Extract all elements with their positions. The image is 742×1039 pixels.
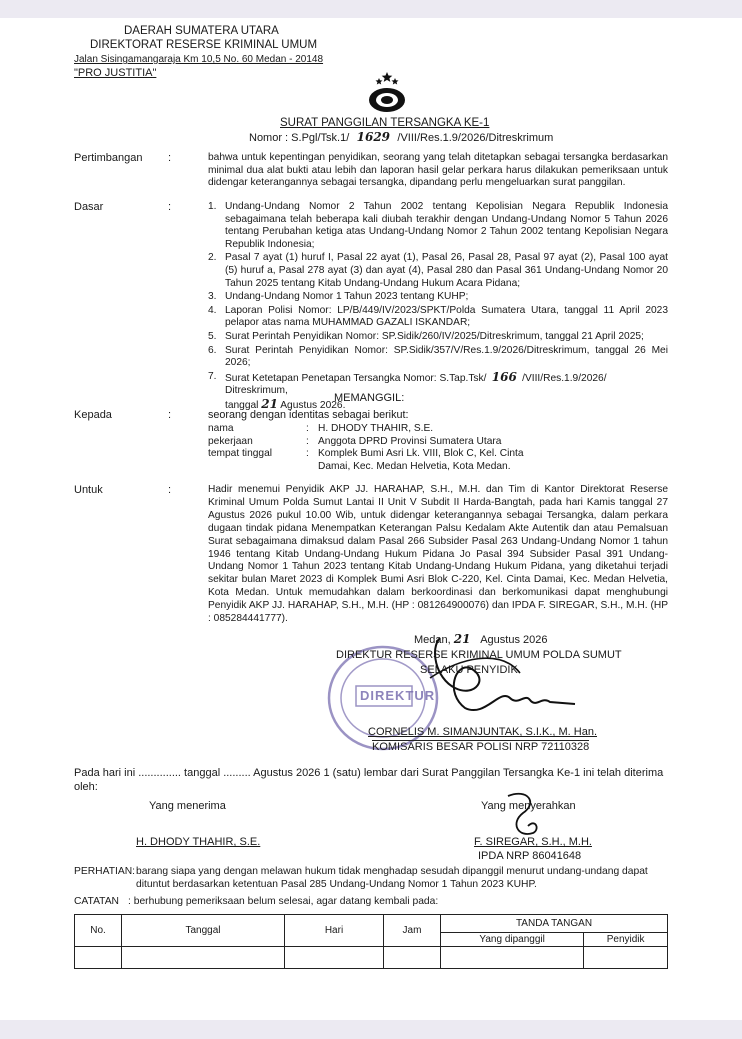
col-tanggal: Tanggal [122,915,285,947]
dasar-colon: : [168,201,172,213]
identity-row: nama : H. DHODY THAHIR, S.E. [208,423,434,434]
pro-justitia: "PRO JUSTITIA" [74,67,157,79]
catatan-table [74,914,668,969]
list-item: 3. Undang-Undang Nomor 1 Tahun 2023 tentang KUHP; [208,291,469,303]
col-no: No. [75,915,122,947]
letterhead [80,24,317,52]
col-hari: Hari [285,915,384,947]
handwritten-date: 21 [261,396,278,411]
number-handwritten: 1629 [356,130,391,144]
identity-table [208,423,668,473]
col-tanda-tangan: TANDA TANGAN [441,915,668,933]
dasar-label: Dasar [74,201,104,213]
pertimbangan-text: bahwa untuk kepentingan penyidikan, seorang yang telah ditetapkan sebagai tersangka berdasarkan minimal dua alat bukti atau lebih dan laporan hasil gelar perkara harus dilakukan pemeriksaan untuk didengar keterangannya sebagai tersangka, dipandang perlu mengeluarkan surat panggilan. [208,152,668,189]
perhatian-label: PERHATIAN: [74,866,136,877]
identity-row: tempat tinggal : Komplek Bumi Asri Lk. VIII, Blok C, Kel. Cinta Damai, Kec. Medan Helvetia, Kota Medan. [208,448,524,472]
recipient-name: H. DHODY THAHIR, S.E. [136,836,261,848]
document-title: SURAT PANGGILAN TERSANGKA KE-1 [280,117,490,129]
receipt-statement: Pada hari ini .............. tanggal ......... Agustus 2026 1 (satu) lembar dari Surat Panggilan Tersangka Ke-1 ini telah diterima oleh: [74,767,664,793]
pertimbangan-colon: : [168,152,172,164]
letterhead-address: Jalan Sisingamangaraja Km 10,5 No. 60 Medan - 20148 [74,54,324,65]
signatory-name: CORNELIS M. SIMANJUNTAK, S.I.K., M. Han. [368,726,598,738]
col-penyidik: Penyidik [584,933,668,947]
memanggil-heading: MEMANGGIL: [334,392,405,404]
number-suffix: /VIII/Res.1.9/2026/Ditreskrimum [397,132,554,144]
pertimbangan-label: Pertimbangan [74,152,143,164]
signature-place-date: Medan, 21 Agustus 2026 [414,632,548,646]
recipient-label: Yang menerima [149,800,226,812]
col-jam: Jam [384,915,441,947]
handwritten-number: 166 [491,369,517,384]
letterhead-directorate: DIREKTORAT RESERSE KRIMINAL UMUM [90,39,318,51]
identity-row: pekerjaan : Anggota DPRD Provinsi Sumatera Utara [208,435,502,447]
col-yang-dipanggil: Yang dipanggil [441,933,584,947]
stamp-label: DIREKTUR [360,688,436,703]
handwritten-signature [400,618,590,728]
signatory-rank: KOMISARIS BESAR POLISI NRP 72110328 [372,741,590,753]
number-prefix: Nomor : S.Pgl/Tsk.1/ [249,132,350,144]
kepada-label: Kepada [74,409,112,421]
document-number [249,130,553,144]
untuk-text: Hadir menemui Penyidik AKP JJ. HARAHAP, S.H., M.H. dan Tim di Kantor Direktorat Reserse Kriminal Umum Polda Sumut Lantai II Unit V Subdit II Harda-Bangtah, pada hari Kamis tanggal 27 Agustus 2026 pukul 10.00 Wib, untuk didengar keterangannya sebagai Tersangka, dalam perkara dugaan tindak pidana Menempatkan Keterangan Palsu Kedalam Akte Autentik dan atau Pemalsuan Surat sebagaimana dimaksud dalam Pasal 266 Subsider Pasal 263 Undang-Undang Nomor 1 tahun 1946 tentang Kitab Undang-Undang Hukum Pidana Jo Pasal 394 Subsider Pasal 391 Undang-Undang Nomor 1 Tahun 2023 tentang Kitab Undang-Undang Hukum Pidana, yang diketahui terjadi sekitar bulan Maret 2023 di Komplek Bumi Asri Blok C-220, Kel. Cinta Damai, Kec. Medan Helvetia, Kota Medan. Untuk memudahkan dalam berkoordinasi dan berkomunikasi dapat menghubungi Penyidik AKP JJ. HARAHAP, S.H., M.H. (HP : 081264900076) dan IPDA F. SIREGAR, S.H., M.H. (HP : 085284441777). [208,484,668,625]
untuk-label: Untuk [74,484,103,496]
handwritten-day: 21 [453,632,471,646]
list-item: 4. Laporan Polisi Nomor: LP/B/449/IV/2023/SPKT/Polda Sumatera Utara, tanggal 11 April 2023 pelapor atas nama MUHAMMAD GAZALI ISKANDAR; [208,304,668,329]
kepada-intro: seorang dengan identitas sebagai berikut: [208,409,409,421]
catatan-text: : berhubung pemeriksaan belum selesai, agar datang kembali pada: [128,896,439,907]
letterhead-region: DAERAH SUMATERA UTARA [124,25,279,37]
signature-title: DIREKTUR RESERSE KRIMINAL UMUM POLDA SUMUT [336,649,622,661]
list-item: 1. Undang-Undang Nomor 2 Tahun 2002 tentang Kepolisian Negara Republik Indonesia sebagaimana telah beberapa kali diubah terakhir dengan Undang-Undang Nomor 5 Tahun 2026 tentang Perubahan ketiga atas Undang-Undang Nomor 2 Tahun 2002 tentang Kepolisian Negara Republik Indonesia; [208,201,668,250]
untuk-colon: : [168,484,172,496]
police-emblem [362,70,412,116]
list-item: 5. Surat Perintah Penyidikan Nomor: SP.Sidik/260/IV/2025/Ditreskrimum, tanggal 21 April 2025; [208,330,644,342]
kepada-colon: : [168,409,172,421]
table-row [75,947,668,969]
list-item: 7. Surat Ketetapan Penetapan Tersangka Nomor: S.Tap.Tsk/ 166 /VIII/Res.1.9/2026/ Ditreskrimum, tanggal 21 Agustus 2026. [208,369,607,411]
catatan-label: CATATAN [74,896,119,907]
signature-subtitle: SELAKU PENYIDIK [420,664,518,676]
dasar-list [208,201,668,413]
sender-nrp: IPDA NRP 86041648 [478,850,582,862]
list-item: 6. Surat Perintah Penyidikan Nomor: SP.Sidik/357/V/Res.1.9/2026/Ditreskrimum, tanggal 26 Mei 2026; [208,344,668,369]
sender-name: F. SIREGAR, S.H., M.H. [474,836,592,848]
perhatian-text: barang siapa yang dengan melawan hukum tidak menghadap sesudah dipanggil menurut undang-undang dapat dituntut berdasarkan ketentuan Pasal 285 Undang-Undang Nomor 1 Tahun 2023 KUHP. [136,866,648,890]
list-item: 2. Pasal 7 ayat (1) huruf I, Pasal 22 ayat (1), Pasal 26, Pasal 28, Pasal 97 ayat (2), Pasal 100 ayat (5) huruf a, Pasal 278 ayat (3) dan ayat (4), Pasal 280 dan Pasal 361 Undang-Undang Nomor 20 Tahun 2025 tentang Kitab Undang-Undang Hukum Acara Pidana; [208,252,668,289]
sender-label: Yang menyerahkan [481,800,576,812]
